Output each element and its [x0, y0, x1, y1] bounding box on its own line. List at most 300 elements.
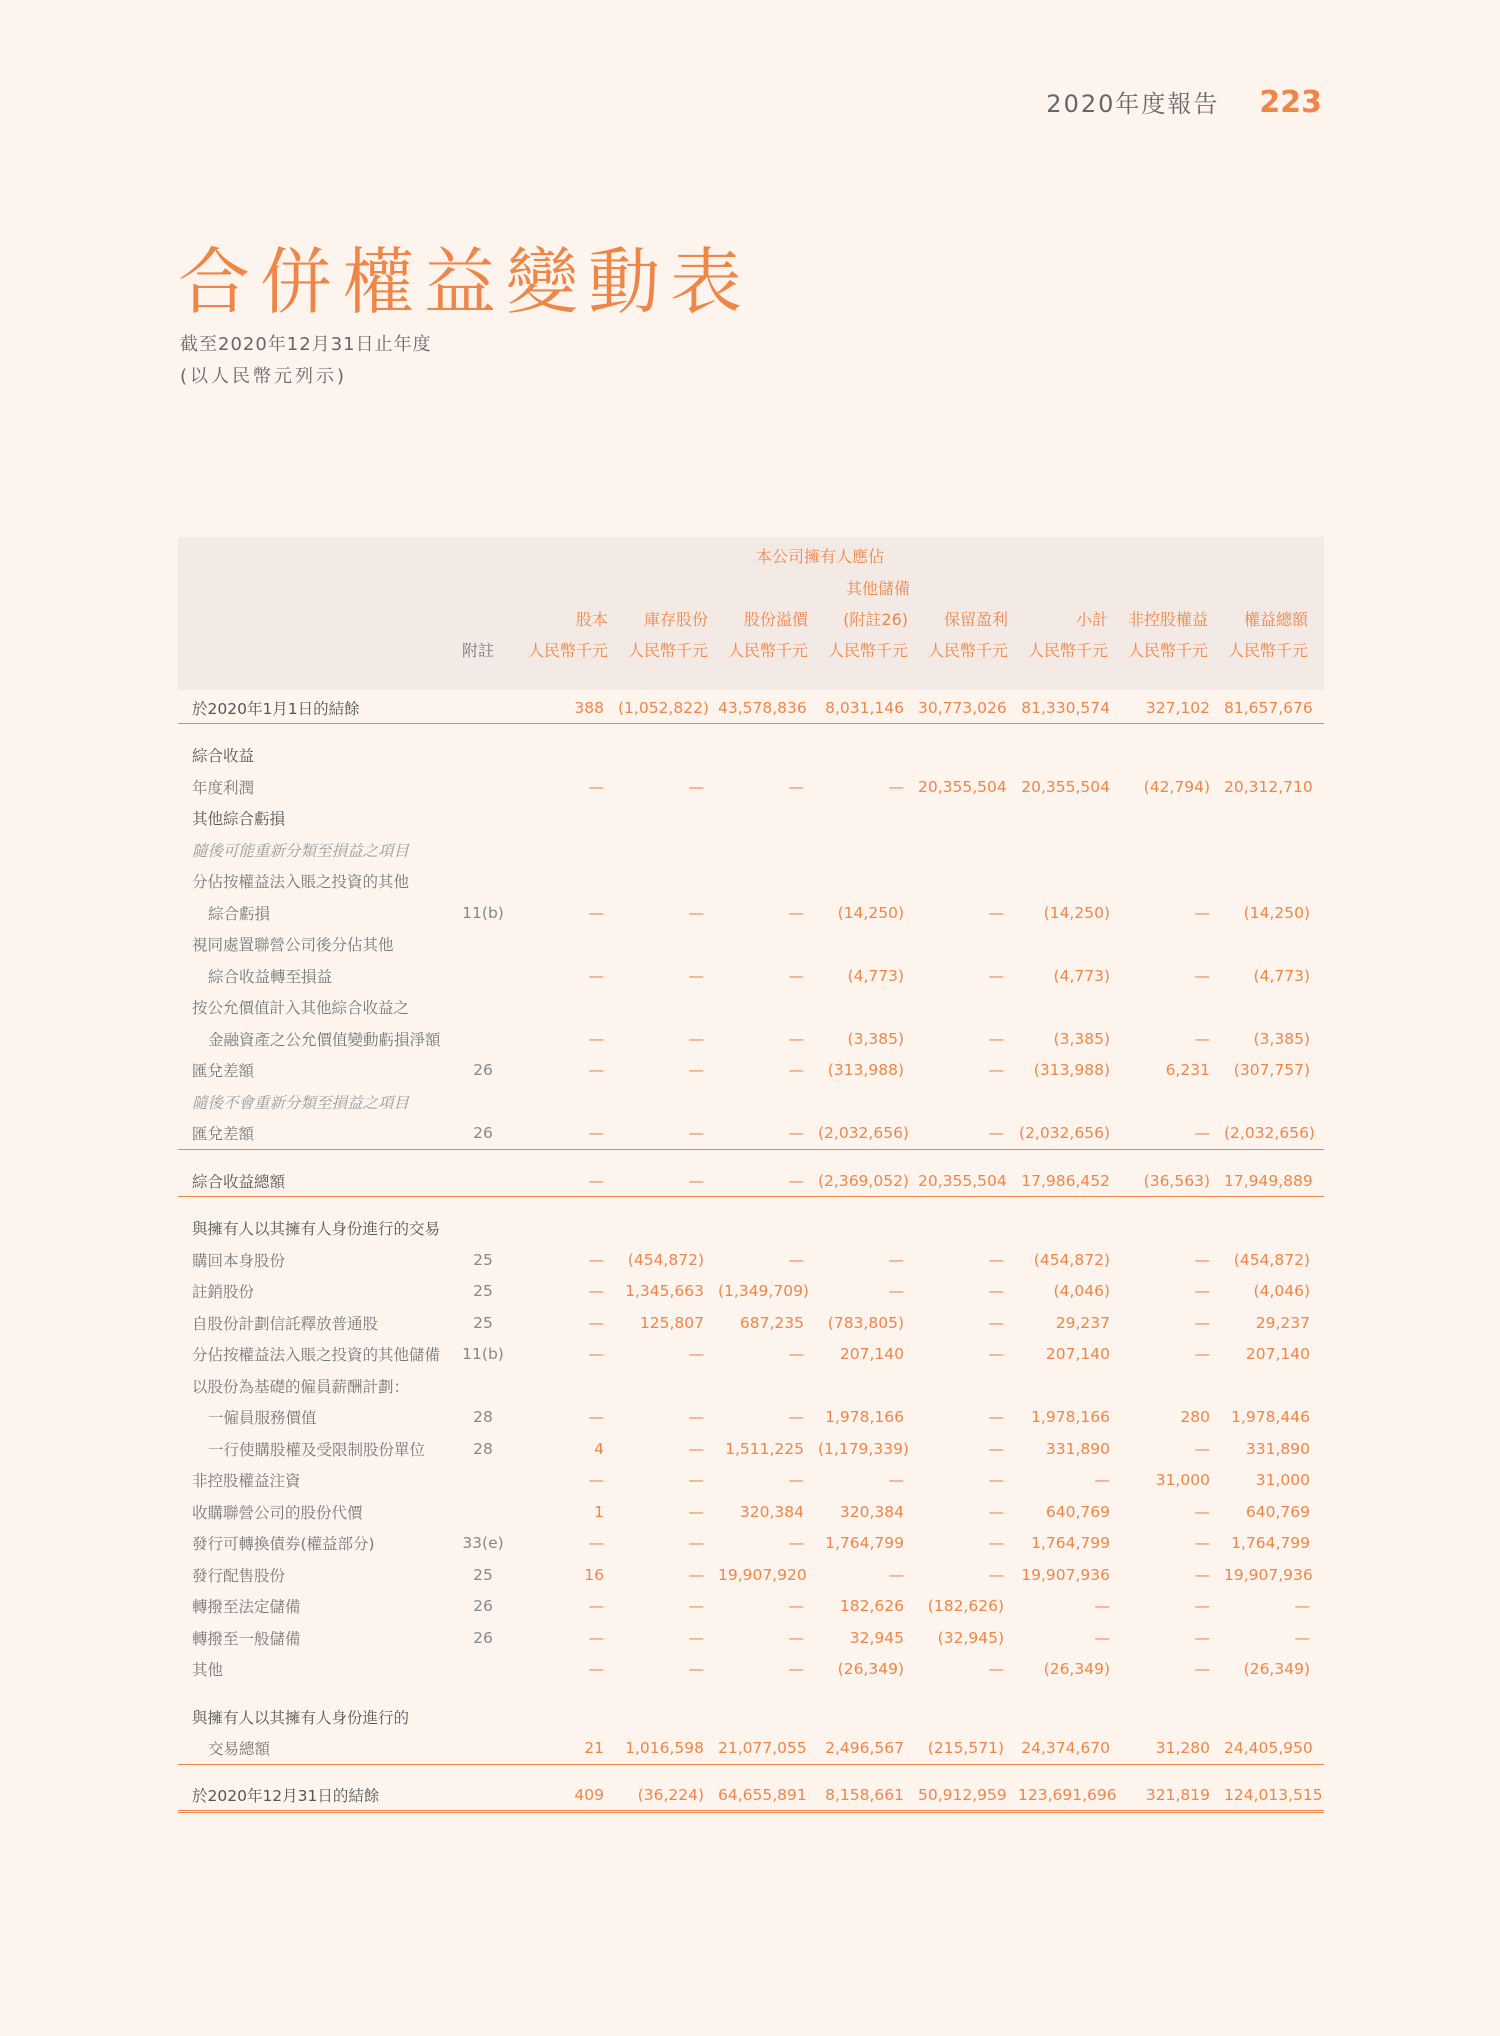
value-cell	[818, 929, 918, 961]
value-cell: —	[1294, 1628, 1310, 1647]
total-comprehensive-row	[178, 1165, 1324, 1197]
value-cell: —	[588, 966, 604, 985]
value-cell	[1124, 929, 1224, 961]
row-note: 26	[473, 1597, 493, 1616]
row-label: 年度利潤	[192, 778, 255, 797]
value-cell: —	[988, 1408, 1004, 1427]
row-note	[448, 1086, 518, 1118]
table-row	[178, 1118, 1324, 1150]
value-cell	[718, 1086, 818, 1118]
row-label: 匯兌差額	[178, 1118, 448, 1150]
value-cell	[718, 1213, 818, 1245]
value-cell: 21	[518, 1733, 618, 1765]
value-cell: (215,571)	[918, 1733, 1018, 1765]
row-label: 其他綜合虧損	[192, 810, 286, 829]
value-cell	[918, 834, 1018, 866]
col-unit-2: 人民幣千元	[727, 641, 808, 660]
value-cell: —	[688, 903, 704, 922]
row-note	[448, 1023, 518, 1055]
value-cell: (1,052,822)	[618, 692, 718, 724]
value-cell: 125,807	[639, 1313, 704, 1332]
value-cell	[1018, 1086, 1124, 1118]
value-cell	[1224, 1370, 1324, 1402]
value-cell: 20,355,504	[918, 777, 1007, 796]
table-row	[178, 1244, 1324, 1276]
row-note: 11(b)	[462, 1345, 504, 1364]
row-label: 隨後可能重新分類至損益之項目	[192, 841, 410, 860]
row-label: 以股份為基礎的僱員薪酬計劃：	[192, 1377, 410, 1396]
row-note	[448, 929, 518, 961]
value-cell: —	[688, 1660, 704, 1679]
value-cell: 1,978,166	[1031, 1408, 1110, 1427]
value-cell: —	[588, 1345, 604, 1364]
value-cell	[518, 866, 618, 898]
value-cell: —	[888, 777, 904, 796]
value-cell: —	[988, 1282, 1004, 1301]
value-cell: (36,563)	[1124, 1165, 1224, 1197]
value-cell: —	[718, 1118, 818, 1150]
value-cell: (454,872)	[1233, 1250, 1310, 1269]
value-cell	[618, 1086, 718, 1118]
table-row	[178, 771, 1324, 803]
page-header	[1000, 84, 1322, 124]
value-cell: —	[888, 1565, 904, 1584]
value-cell: —	[718, 1165, 818, 1197]
transactions-total-row	[178, 1733, 1324, 1765]
value-cell: (454,872)	[627, 1250, 704, 1269]
value-cell: —	[888, 1282, 904, 1301]
value-cell: —	[988, 1439, 1004, 1458]
value-cell	[818, 992, 918, 1024]
value-cell	[1018, 803, 1124, 835]
value-cell: (42,794)	[1143, 777, 1210, 796]
value-cell: —	[988, 1471, 1004, 1490]
value-cell: —	[588, 1282, 604, 1301]
value-cell	[1124, 1370, 1224, 1402]
value-cell: 207,140	[1045, 1345, 1110, 1364]
row-note: 28	[473, 1439, 493, 1458]
value-cell: (36,224)	[618, 1780, 718, 1812]
value-cell: —	[1094, 1597, 1110, 1616]
value-cell: —	[1194, 1439, 1210, 1458]
value-cell: 81,657,676	[1224, 692, 1324, 724]
value-cell: (783,805)	[827, 1313, 904, 1332]
col-name-7: 權益總額	[1243, 610, 1308, 629]
row-label: 與擁有人以其擁有人身份進行的交易	[192, 1220, 441, 1239]
value-cell: (4,773)	[1053, 966, 1110, 985]
row-note: 25	[473, 1250, 493, 1269]
value-cell: 1,764,799	[1231, 1534, 1310, 1553]
value-cell: —	[1094, 1471, 1110, 1490]
row-label: 其他	[192, 1661, 224, 1680]
value-cell: —	[988, 1061, 1004, 1080]
col-unit-7: 人民幣千元	[1227, 641, 1308, 660]
table-row	[178, 1528, 1324, 1560]
value-cell: —	[588, 1250, 604, 1269]
value-cell	[618, 866, 718, 898]
row-label: 綜合虧損	[208, 904, 271, 923]
value-cell: —	[788, 1660, 804, 1679]
value-cell	[718, 803, 818, 835]
row-label: 分佔按權益法入賬之投資的其他儲備	[192, 1346, 441, 1365]
col-name-1: 庫存股份	[643, 610, 708, 629]
row-label: 視同處置聯營公司後分佔其他	[192, 936, 394, 955]
row-note	[448, 1780, 518, 1812]
value-cell: (454,872)	[1033, 1250, 1110, 1269]
table-row	[178, 1496, 1324, 1528]
value-cell	[1124, 1086, 1224, 1118]
value-cell: 321,819	[1124, 1780, 1224, 1812]
value-cell: (26,349)	[837, 1660, 904, 1679]
value-cell: —	[588, 903, 604, 922]
value-cell: (4,046)	[1053, 1282, 1110, 1301]
value-cell: —	[588, 777, 604, 796]
value-cell: (4,773)	[1253, 966, 1310, 985]
value-cell: 16	[584, 1565, 604, 1584]
value-cell: 4	[594, 1439, 604, 1458]
value-cell: —	[788, 1597, 804, 1616]
value-cell: 320,384	[839, 1502, 904, 1521]
value-cell: —	[688, 1502, 704, 1521]
value-cell: 29,237	[1255, 1313, 1310, 1332]
value-cell: 327,102	[1124, 692, 1224, 724]
value-cell	[818, 866, 918, 898]
row-note	[448, 1213, 518, 1245]
row-note: 11(b)	[462, 903, 504, 922]
value-cell: —	[788, 966, 804, 985]
value-cell: —	[688, 1408, 704, 1427]
value-cell	[1124, 866, 1224, 898]
value-cell: (313,988)	[827, 1061, 904, 1080]
value-cell	[718, 1701, 818, 1733]
value-cell: —	[588, 1313, 604, 1332]
row-note	[448, 1733, 518, 1765]
row-label: 非控股權益注資	[192, 1472, 301, 1491]
value-cell: —	[588, 1408, 604, 1427]
col-name-2: 股份溢價	[743, 610, 808, 629]
value-cell	[918, 740, 1018, 772]
value-cell	[618, 1370, 718, 1402]
col-name-6: 非控股權益	[1127, 610, 1208, 629]
value-cell: 388	[518, 692, 618, 724]
value-cell: —	[1194, 1502, 1210, 1521]
value-cell	[1018, 866, 1124, 898]
row-note	[448, 1465, 518, 1497]
value-cell: —	[588, 1660, 604, 1679]
value-cell	[1224, 803, 1324, 835]
value-cell	[1224, 929, 1324, 961]
value-cell	[818, 834, 918, 866]
row-label: 隨後不會重新分類至損益之項目	[192, 1093, 410, 1112]
value-cell: —	[988, 1250, 1004, 1269]
row-label: 於2020年1月1日的結餘	[178, 692, 448, 724]
value-cell: —	[1194, 1313, 1210, 1332]
row-note	[448, 771, 518, 803]
row-label: 發行配售股份	[192, 1566, 286, 1585]
value-cell: —	[688, 1345, 704, 1364]
value-cell: 19,907,936	[1224, 1565, 1313, 1584]
row-note: 26	[473, 1061, 493, 1080]
value-cell	[518, 740, 618, 772]
value-cell	[718, 929, 818, 961]
col-unit-1: 人民幣千元	[627, 641, 708, 660]
value-cell: —	[1124, 1118, 1224, 1150]
value-cell	[518, 1370, 618, 1402]
row-label: 交易總額	[178, 1733, 448, 1765]
col-name-5: 小計	[1075, 610, 1108, 629]
value-cell: 31,280	[1124, 1733, 1224, 1765]
value-cell: —	[688, 1439, 704, 1458]
value-cell: (2,032,656)	[818, 1118, 918, 1150]
value-cell: —	[1194, 1345, 1210, 1364]
row-label: 轉撥至一般儲備	[192, 1629, 301, 1648]
value-cell: —	[618, 1118, 718, 1150]
value-cell: —	[518, 1165, 618, 1197]
value-cell	[618, 803, 718, 835]
row-note	[448, 1496, 518, 1528]
row-label: 綜合收益轉至損益	[208, 967, 333, 986]
value-cell	[1018, 1370, 1124, 1402]
value-cell	[1018, 1213, 1124, 1245]
value-cell: —	[1194, 1660, 1210, 1679]
value-cell	[718, 740, 818, 772]
row-note	[448, 960, 518, 992]
spacer-row	[178, 1685, 1324, 1701]
col-name-0: 股本	[575, 610, 608, 629]
value-cell	[918, 1213, 1018, 1245]
value-cell: 20,355,504	[1021, 777, 1110, 796]
value-cell: (14,250)	[1243, 903, 1310, 922]
row-label: 轉撥至法定儲備	[192, 1598, 301, 1617]
row-note	[448, 834, 518, 866]
value-cell: 20,355,504	[918, 1165, 1018, 1197]
spacer-row	[178, 1149, 1324, 1165]
period-subtitle: 截至2020年12月31日止年度	[180, 334, 432, 355]
value-cell: —	[688, 1471, 704, 1490]
value-cell: 687,235	[739, 1313, 804, 1332]
value-cell: 124,013,515	[1224, 1780, 1324, 1812]
value-cell: —	[688, 1628, 704, 1647]
col-unit-6: 人民幣千元	[1127, 641, 1208, 660]
value-cell: 6,231	[1165, 1061, 1210, 1080]
col-unit-5: 人民幣千元	[1027, 641, 1108, 660]
value-cell: 207,140	[839, 1345, 904, 1364]
value-cell	[1224, 866, 1324, 898]
col-unit-3: 人民幣千元	[827, 641, 908, 660]
value-cell: —	[1194, 1534, 1210, 1553]
value-cell	[618, 929, 718, 961]
table-row	[178, 1622, 1324, 1654]
value-cell: 30,773,026	[918, 692, 1018, 724]
value-cell: —	[588, 1029, 604, 1048]
value-cell	[1018, 992, 1124, 1024]
value-cell: 32,945	[849, 1628, 904, 1647]
table-row	[178, 1433, 1324, 1465]
value-cell: —	[788, 1061, 804, 1080]
value-cell: 50,912,959	[918, 1780, 1018, 1812]
value-cell: —	[518, 1118, 618, 1150]
value-cell	[618, 992, 718, 1024]
value-cell: 24,405,950	[1224, 1733, 1324, 1765]
value-cell: (1,349,709)	[718, 1282, 809, 1301]
row-note: 33(e)	[462, 1534, 504, 1553]
table-row	[178, 992, 1324, 1024]
col-unit-4: 人民幣千元	[927, 641, 1008, 660]
row-label: 購回本身股份	[192, 1251, 286, 1270]
row-note: 26	[448, 1118, 518, 1150]
table-row	[178, 866, 1324, 898]
value-cell: 43,578,836	[718, 692, 818, 724]
value-cell: 409	[518, 1780, 618, 1812]
closing-balance-row	[178, 1780, 1324, 1812]
value-cell	[1124, 740, 1224, 772]
value-cell: (14,250)	[837, 903, 904, 922]
row-label: 註銷股份	[192, 1283, 255, 1302]
value-cell: —	[788, 1408, 804, 1427]
value-cell	[918, 992, 1018, 1024]
table-row	[178, 1559, 1324, 1591]
value-cell	[718, 992, 818, 1024]
value-cell	[918, 929, 1018, 961]
value-cell: 331,890	[1245, 1439, 1310, 1458]
table-row	[178, 1339, 1324, 1371]
row-note: 25	[473, 1565, 493, 1584]
value-cell: —	[1194, 903, 1210, 922]
value-cell: —	[588, 1597, 604, 1616]
row-label: 一行使購股權及受限制股份單位	[208, 1440, 426, 1459]
equity-changes-table	[178, 692, 1324, 1813]
row-label: 自股份計劃信託釋放普通股	[192, 1314, 379, 1333]
table-row	[178, 1465, 1324, 1497]
value-cell: 81,330,574	[1018, 692, 1124, 724]
value-cell: 280	[1180, 1408, 1210, 1427]
value-cell: —	[1194, 1597, 1210, 1616]
value-cell: —	[788, 1345, 804, 1364]
value-cell: 320,384	[739, 1502, 804, 1521]
row-note	[448, 692, 518, 724]
row-label: 一僱員服務價值	[208, 1409, 317, 1428]
table-row	[178, 1370, 1324, 1402]
value-cell: 331,890	[1045, 1439, 1110, 1458]
value-cell: 17,986,452	[1018, 1165, 1124, 1197]
row-note	[448, 1165, 518, 1197]
value-cell	[1124, 1213, 1224, 1245]
value-cell: —	[688, 1029, 704, 1048]
value-cell: —	[788, 1471, 804, 1490]
value-cell	[818, 1086, 918, 1118]
value-cell: 2,496,567	[818, 1733, 918, 1765]
value-cell	[818, 1370, 918, 1402]
row-note: 28	[473, 1408, 493, 1427]
value-cell: —	[1094, 1628, 1110, 1647]
value-cell	[918, 803, 1018, 835]
value-cell: —	[588, 1471, 604, 1490]
row-label: 綜合收益	[192, 747, 255, 766]
value-cell: 1,764,799	[825, 1534, 904, 1553]
value-cell: 17,949,889	[1224, 1165, 1324, 1197]
row-note	[448, 1654, 518, 1686]
value-cell: (2,032,656)	[1018, 1118, 1124, 1150]
value-cell	[1124, 803, 1224, 835]
value-cell: —	[688, 966, 704, 985]
value-cell	[518, 1701, 618, 1733]
value-cell	[818, 740, 918, 772]
row-note: 25	[473, 1282, 493, 1301]
value-cell: —	[788, 777, 804, 796]
value-cell	[718, 1370, 818, 1402]
value-cell	[618, 1213, 718, 1245]
value-cell	[1124, 834, 1224, 866]
value-cell: 19,907,936	[1021, 1565, 1110, 1584]
note-col-header: 附註	[461, 641, 494, 660]
value-cell	[518, 834, 618, 866]
value-cell	[918, 1701, 1018, 1733]
col-unit-0: 人民幣千元	[527, 641, 608, 660]
value-cell: (182,626)	[927, 1597, 1004, 1616]
currency-note: (以人民幣元列示)	[180, 366, 348, 387]
value-cell: 1,978,166	[825, 1408, 904, 1427]
row-note	[448, 740, 518, 772]
table-row	[178, 1086, 1324, 1118]
value-cell: —	[1294, 1597, 1310, 1616]
spacer-row	[178, 1764, 1324, 1780]
table-row	[178, 1402, 1324, 1434]
value-cell: 1,764,799	[1031, 1534, 1110, 1553]
value-cell: —	[788, 1628, 804, 1647]
row-note	[448, 1701, 518, 1733]
table-row	[178, 929, 1324, 961]
col-name-4: 保留盈利	[943, 610, 1008, 629]
report-title: 2020年度報告	[1046, 90, 1220, 118]
value-cell: —	[988, 1345, 1004, 1364]
value-cell: (2,032,656)	[1224, 1118, 1324, 1150]
row-label: 與擁有人以其擁有人身份進行的	[192, 1708, 410, 1727]
page-number: 223	[1259, 85, 1322, 120]
value-cell	[518, 992, 618, 1024]
other-reserves-header: 其他儲備	[845, 579, 910, 598]
row-label: 按公允價值計入其他綜合收益之	[192, 999, 410, 1018]
row-label: 收購聯營公司的股份代價	[192, 1503, 363, 1522]
value-cell	[1224, 1701, 1324, 1733]
value-cell: 1,978,446	[1231, 1408, 1310, 1427]
value-cell: (26,349)	[1043, 1660, 1110, 1679]
table-row	[178, 740, 1324, 772]
table-row	[178, 1023, 1324, 1055]
table-row	[178, 960, 1324, 992]
value-cell: 182,626	[839, 1597, 904, 1616]
table-row	[178, 1055, 1324, 1087]
value-cell: —	[788, 1250, 804, 1269]
value-cell	[718, 866, 818, 898]
value-cell: 31,000	[1155, 1471, 1210, 1490]
row-label: 金融資產之公允價值變動虧損淨額	[208, 1030, 441, 1049]
row-label: 綜合收益總額	[178, 1165, 448, 1197]
value-cell	[1124, 992, 1224, 1024]
value-cell	[518, 803, 618, 835]
value-cell: —	[688, 1565, 704, 1584]
value-cell	[1018, 1701, 1124, 1733]
value-cell: —	[988, 1502, 1004, 1521]
row-label: 發行可轉換債券(權益部分)	[192, 1535, 375, 1554]
value-cell	[818, 1213, 918, 1245]
table-row	[178, 834, 1324, 866]
value-cell: —	[1194, 1565, 1210, 1584]
spacer-row	[178, 1197, 1324, 1213]
value-cell: —	[988, 966, 1004, 985]
value-cell: 207,140	[1245, 1345, 1310, 1364]
attributable-header: 本公司擁有人應佔	[755, 547, 884, 566]
row-note	[448, 992, 518, 1024]
